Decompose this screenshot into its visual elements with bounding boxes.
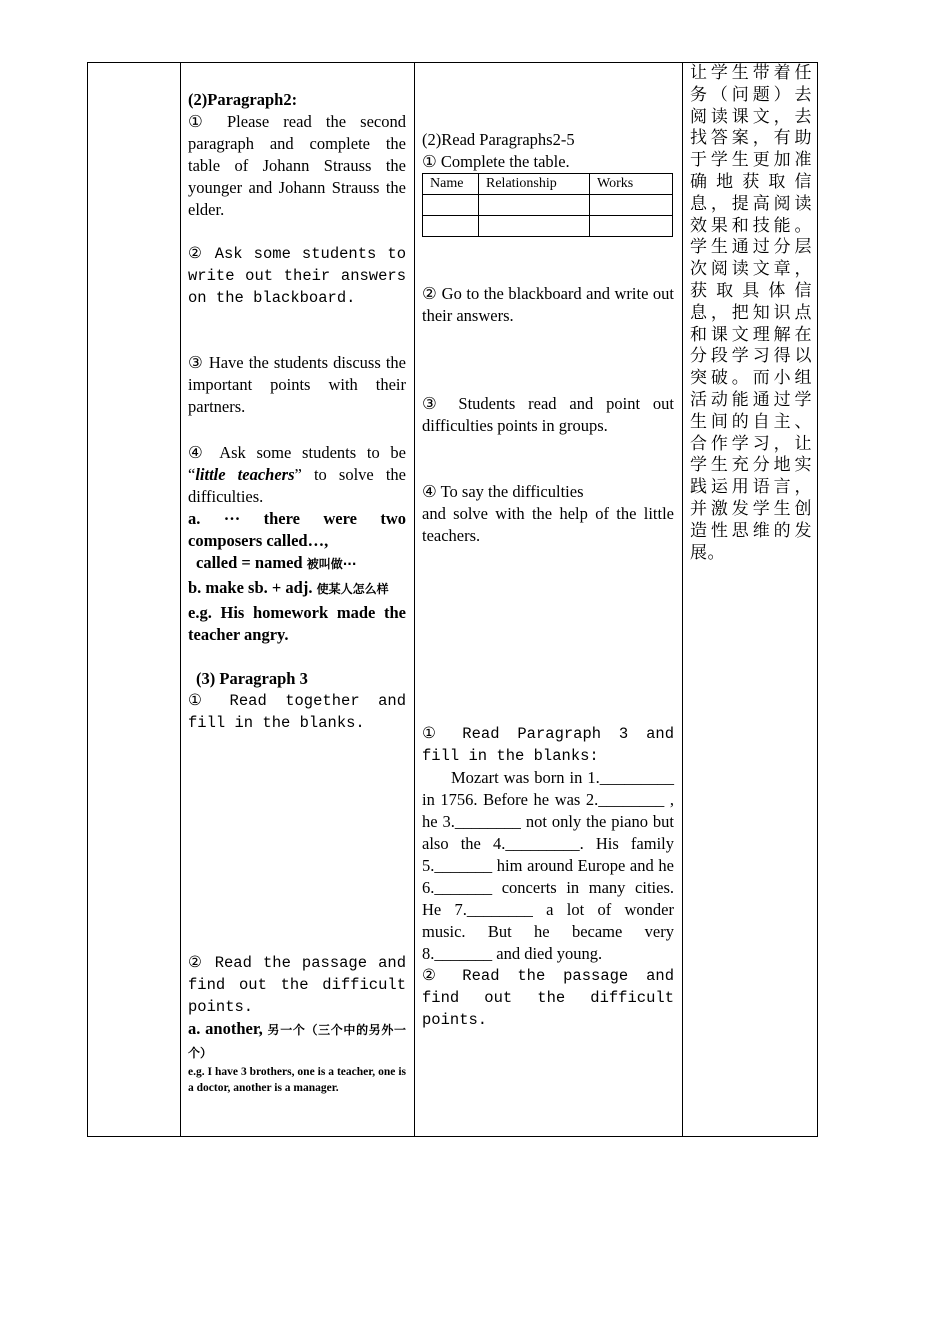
point-b	[188, 577, 406, 600]
another-example: e.g. I have 3 brothers, one is a teacher, one is a doctor, another is a manager.	[188, 1066, 406, 1094]
para3-item-2: ② Read the passage and find out the difficult points.	[188, 954, 406, 1016]
point-a2-cn: 被叫做···	[306, 557, 357, 571]
table-header-works: Works	[590, 174, 673, 195]
p3-item-1: ① Read Paragraph 3 and fill in the blanks:	[422, 725, 674, 765]
table-row	[423, 195, 673, 216]
teacher-activities-column	[180, 63, 414, 1136]
student-heading: (2)Read Paragraphs2-5	[422, 130, 575, 149]
para2-item-4	[188, 442, 406, 508]
para2-item-3: ③ Have the students discuss the important points with their partners.	[188, 353, 406, 416]
table-cell	[590, 216, 673, 237]
para2-item-2: ② Ask some students to write out their answers on the blackboard.	[188, 245, 406, 307]
another-word: a. another,	[188, 1019, 263, 1038]
student-item-1: ① Complete the table.	[422, 152, 570, 171]
student-item-2: ② Go to the blackboard and write out their answers.	[422, 284, 674, 325]
lesson-table	[87, 62, 818, 1137]
item4-pre: ④ Ask some students to be “	[188, 443, 406, 484]
student-activities-column	[414, 63, 682, 1136]
item4-post: ” to solve the difficulties.	[188, 465, 406, 506]
point-a2-text: called = named	[196, 553, 303, 572]
fill-blanks-passage: Mozart was born in 1._________ in 1756. Before he was 2.________ , he 3.________ not only the piano but also the 4._________. His family 5._______ him around Europe and he 6._______ concerts in many cities. He 7.________ a lot of wonder music. But he became very 8._______ and died young.	[422, 768, 674, 963]
para3-heading: (3) Paragraph 3	[196, 669, 308, 688]
point-b-text: b. make sb. + adj.	[188, 578, 313, 597]
table-header-row	[423, 174, 673, 195]
para2-heading: (2)Paragraph2:	[188, 90, 298, 109]
table-cell	[479, 195, 590, 216]
table-header-name: Name	[423, 174, 479, 195]
table-cell	[423, 216, 479, 237]
relationship-table	[422, 173, 673, 237]
design-intent-column	[682, 63, 819, 1136]
student-item-4a: ④ To say the difficulties	[422, 482, 584, 501]
table-cell	[423, 195, 479, 216]
point-a: a. ··· there were two composers called…,	[188, 509, 406, 550]
para2-item-1: ① Please read the second paragraph and complete the table of Johann Strauss the younger and Johann Strauss the elder.	[188, 112, 406, 219]
table-header-relationship: Relationship	[479, 174, 590, 195]
table-cell	[479, 216, 590, 237]
table-cell	[590, 195, 673, 216]
point-b-cn: 使某人怎么样	[316, 582, 389, 596]
little-teachers-term: little teachers	[195, 465, 295, 484]
another-point	[188, 1018, 406, 1064]
point-a2	[188, 552, 406, 575]
another-cn: 另一个（三个中的另外一个）	[188, 1023, 407, 1060]
student-item-3: ③ Students read and point out difficulties points in groups.	[422, 394, 674, 435]
p3-item-2: ② Read the passage and find out the difficult points.	[422, 967, 674, 1029]
table-row	[423, 216, 673, 237]
point-example: e.g. His homework made the teacher angry.	[188, 603, 406, 644]
design-intent-text: 让学生带着任务（问题）去阅读课文，去找答案，有助于学生更加准确地获取信息，提高阅读效果和技能。学生通过分层次阅读文章，获取具体信息，把知识点和课文理解在分段学习得以突破。而小组活动能通过学生间的自主、合作学习，让学生充分地实践运用语言，并激发学生创造性思维的发展。	[690, 63, 812, 563]
student-item-4b: and solve with the help of the little teachers.	[422, 504, 674, 545]
para3-item-1: ① Read together and fill in the blanks.	[188, 692, 406, 732]
